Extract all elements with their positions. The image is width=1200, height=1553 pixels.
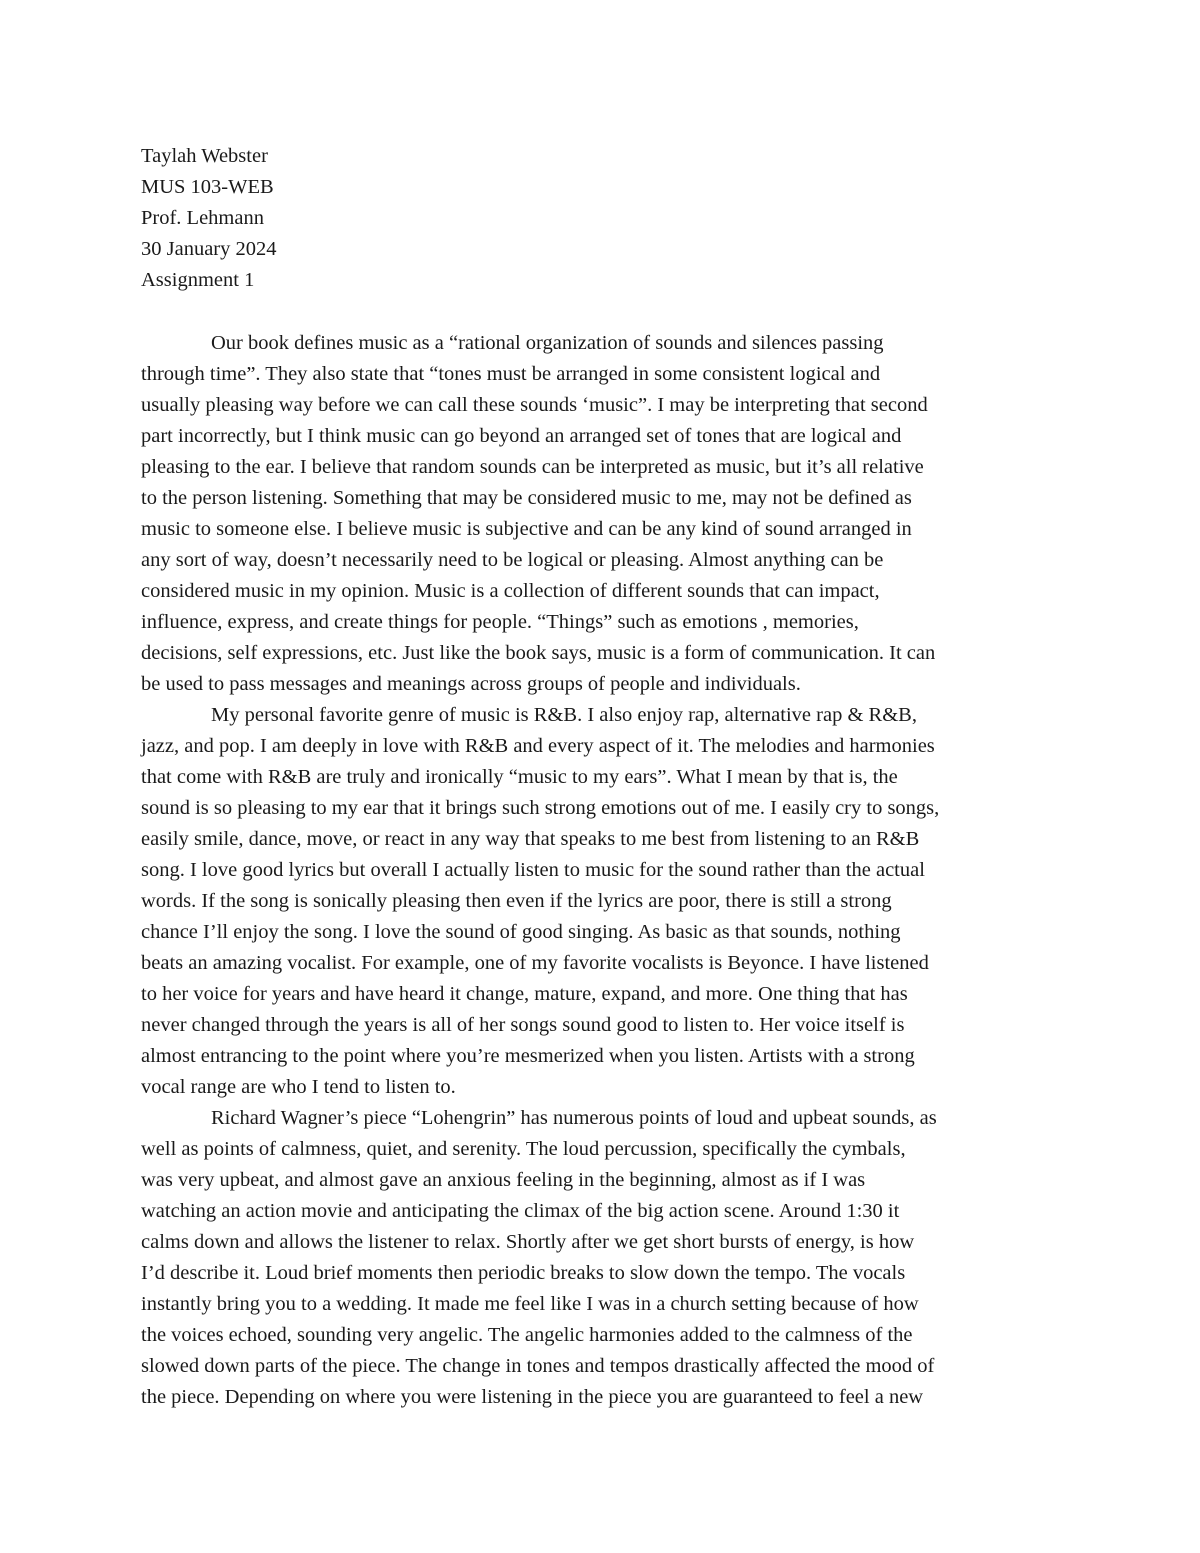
paragraph-line: the piece. Depending on where you were listening in the piece you are guaranteed to feel a new — [141, 1386, 924, 1408]
paragraph-line: pleasing to the ear. I believe that random sounds can be interpreted as music, but it’s all relative — [141, 456, 924, 478]
essay-paragraph — [141, 700, 1061, 1103]
paragraph-line: calms down and allows the listener to relax. Shortly after we get short bursts of energy, is how — [141, 1231, 915, 1253]
paragraph-line: to her voice for years and have heard it change, mature, expand, and more. One thing that has — [141, 983, 908, 1005]
paragraph-line: slowed down parts of the piece. The change in tones and tempos drastically affected the mood of — [141, 1355, 935, 1377]
paragraph-line: sound is so pleasing to my ear that it brings such strong emotions out of me. I easily cry to songs, — [141, 797, 940, 819]
paragraph-line: instantly bring you to a wedding. It made me feel like I was in a church setting because of how — [141, 1293, 919, 1315]
professor-name: Prof. Lehmann — [141, 207, 264, 229]
paragraph-line: the voices echoed, sounding very angelic. The angelic harmonies added to the calmness of the — [141, 1324, 913, 1346]
paragraph-line: decisions, self expressions, etc. Just like the book says, music is a form of communication. It can — [141, 642, 936, 664]
paragraph-line: jazz, and pop. I am deeply in love with R&B and every aspect of it. The melodies and harmonies — [141, 735, 935, 757]
paragraph-line: watching an action movie and anticipating the climax of the big action scene. Around 1:30 it — [141, 1200, 900, 1222]
paragraph-line: any sort of way, doesn’t necessarily need to be logical or pleasing. Almost anything can be — [141, 549, 884, 571]
essay-body — [141, 328, 1061, 1413]
paragraph-line: Our book defines music as a “rational organization of sounds and silences passing — [211, 332, 884, 354]
course-code: MUS 103-WEB — [141, 176, 274, 198]
paragraph-line: music to someone else. I believe music is subjective and can be any kind of sound arranged in — [141, 518, 912, 540]
paragraph-line: considered music in my opinion. Music is a collection of different sounds that can impact, — [141, 580, 880, 602]
paragraph-line: almost entrancing to the point where you’re mesmerized when you listen. Artists with a strong — [141, 1045, 915, 1067]
paragraph-line: never changed through the years is all of her songs sound good to listen to. Her voice itself is — [141, 1014, 905, 1036]
assignment-title: Assignment 1 — [141, 269, 255, 291]
paragraph-line: song. I love good lyrics but overall I actually listen to music for the sound rather than the actual — [141, 859, 925, 881]
paragraph-line: be used to pass messages and meanings across groups of people and individuals. — [141, 673, 801, 695]
paragraph-line: well as points of calmness, quiet, and serenity. The loud percussion, specifically the cymbals, — [141, 1138, 906, 1160]
paragraph-line: usually pleasing way before we can call these sounds ‘music”. I may be interpreting that second — [141, 394, 928, 416]
paragraph-line: My personal favorite genre of music is R&B. I also enjoy rap, alternative rap & R&B, — [211, 704, 917, 726]
document-date: 30 January 2024 — [141, 238, 277, 260]
paragraph-line: words. If the song is sonically pleasing then even if the lyrics are poor, there is still a strong — [141, 890, 892, 912]
document-header — [141, 141, 1061, 296]
paragraph-line: chance I’ll enjoy the song. I love the sound of good singing. As basic as that sounds, nothing — [141, 921, 901, 943]
paragraph-line: beats an amazing vocalist. For example, one of my favorite vocalists is Beyonce. I have listened — [141, 952, 929, 974]
paragraph-line: to the person listening. Something that may be considered music to me, may not be defined as — [141, 487, 912, 509]
paragraph-line: part incorrectly, but I think music can go beyond an arranged set of tones that are logical and — [141, 425, 902, 447]
essay-paragraph — [141, 1103, 1061, 1413]
paragraph-line: vocal range are who I tend to listen to. — [141, 1076, 456, 1098]
paragraph-line: easily smile, dance, move, or react in any way that speaks to me best from listening to an R&B — [141, 828, 920, 850]
paragraph-line: influence, express, and create things for people. “Things” such as emotions , memories, — [141, 611, 859, 633]
paragraph-line: Richard Wagner’s piece “Lohengrin” has numerous points of loud and upbeat sounds, as — [211, 1107, 937, 1129]
paragraph-line: that come with R&B are truly and ironically “music to my ears”. What I mean by that is, the — [141, 766, 898, 788]
paragraph-line: I’d describe it. Loud brief moments then periodic breaks to slow down the tempo. The vocals — [141, 1262, 906, 1284]
paragraph-line: through time”. They also state that “tones must be arranged in some consistent logical and — [141, 363, 881, 385]
author-name: Taylah Webster — [141, 145, 268, 167]
paragraph-line: was very upbeat, and almost gave an anxious feeling in the beginning, almost as if I was — [141, 1169, 866, 1191]
essay-paragraph — [141, 328, 1061, 700]
